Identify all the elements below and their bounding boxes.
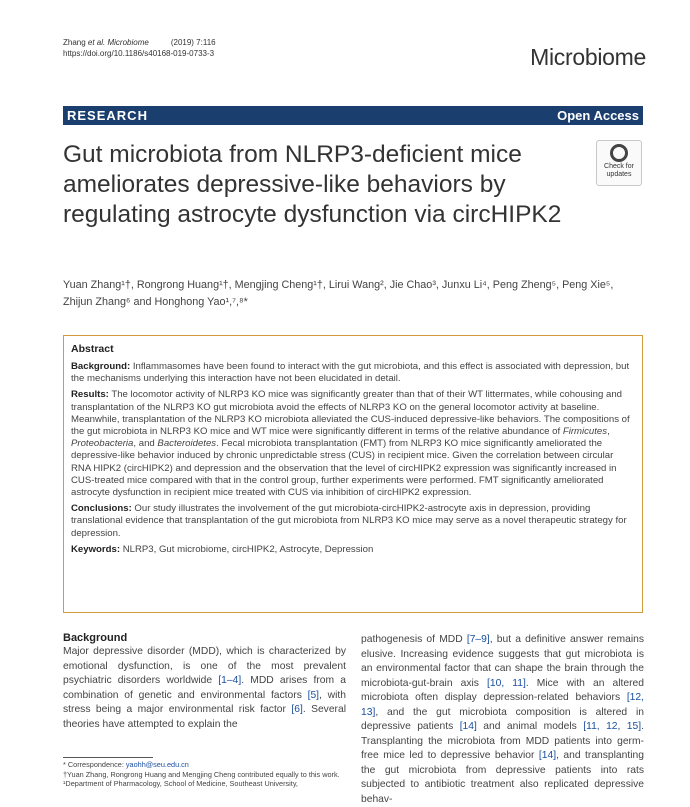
- background-text: Inflammasomes have been found to interact with the gut microbiota, and this effect is associated with depression, but the mechanisms underlying this interaction have not been elucidated in detail.: [71, 361, 630, 385]
- body-text: , and the gut microbiota composition is altered in depressive patients: [361, 706, 644, 732]
- open-access-label: Open Access: [557, 108, 639, 123]
- doi-link[interactable]: https://doi.org/10.1186/s40168-019-0733-3: [63, 49, 215, 58]
- taxa-separator-2: , and: [133, 438, 158, 450]
- citation-link[interactable]: [12, 13]: [361, 692, 644, 718]
- body-text: . Transplanting the microbiota from MDD patients into germ-free mice led to depressive behavior: [361, 721, 644, 761]
- affiliation-note: ¹Department of Pharmacology, School of Medicine, Southeast University,: [63, 779, 298, 788]
- abstract-background: [71, 361, 635, 385]
- body-text: , but a definitive answer remains elusive. Increasing evidence suggests that gut microbiota is an environmental factor that can shape the brain through the microbiota-gut-brain axis: [361, 634, 644, 689]
- abstract-results: [71, 389, 635, 499]
- citation-header: [63, 37, 216, 59]
- background-label: Background:: [71, 361, 131, 372]
- citation-link[interactable]: [14]: [538, 750, 557, 761]
- correspondence-email-link[interactable]: yaohh@seu.edu.cn: [125, 760, 189, 769]
- check-for-updates-badge[interactable]: [596, 140, 642, 186]
- badge-line-1: Check for: [604, 163, 634, 170]
- citation-link[interactable]: [7–9]: [466, 634, 490, 645]
- abstract-heading: Abstract: [71, 343, 114, 355]
- body-text: and animal models: [476, 721, 584, 732]
- citation-link[interactable]: [14]: [459, 721, 477, 732]
- citation-journal: et al. Microbiome: [87, 38, 149, 47]
- badge-line-2: updates: [606, 171, 632, 178]
- results-text-1: The locomotor activity of NLRP3 KO mice was significantly greater than that of their WT littermates, while cohousing and transplantation of the NLRP3 KO gut microbiota avoid the effects of NLRP3 KO on the general locomotor activity at baseline. Meanwhile, transplantation of the NLRP3 KO microbiota alleviated the CUS-induced depressive-like behaviors. The compositions of the gut microbiota in NLRP3 KO mice and WT mice were significantly different in terms of the relative abundance of: [71, 389, 630, 438]
- article-type-banner: [63, 106, 643, 125]
- authors-line-1: Yuan Zhang¹†, Rongrong Huang¹†, Mengjing Cheng¹†, Lirui Wang², Jie Chao³, Junxu Li⁴, Peng Zheng⁵, Peng Xie⁵,: [63, 279, 614, 291]
- body-text: . MDD arises from a combination of genetic and environmental factors: [63, 675, 346, 701]
- correspondence-note: [63, 760, 346, 770]
- body-text: , and transplanting the gut microbiota from depressive patients into rats subjected to antibiotic treatment also replicated depressive behav-: [361, 750, 644, 805]
- body-text: Major depressive disorder (MDD), which is characterized by emotional dysfunction, is one of the most prevalent psychiatric disorders worldwide: [63, 646, 346, 686]
- citation-link[interactable]: [11, 12, 15]: [583, 721, 642, 732]
- equal-contribution-note: †Yuan Zhang, Rongrong Huang and Mengjing Cheng contributed equally to this work.: [63, 769, 340, 779]
- results-label: Results:: [71, 389, 109, 401]
- citation-link[interactable]: [1–4]: [218, 675, 242, 686]
- check-updates-icon: [610, 144, 628, 162]
- keywords-text: NLRP3, Gut microbiome, circHIPK2, Astrocyte, Depression: [120, 543, 374, 555]
- abstract-conclusions: [71, 503, 635, 540]
- author-list: [63, 277, 643, 311]
- conclusions-text: Our study illustrates the involvement of the gut microbiota-circHIPK2-astrocyte axis in depression, providing translational evidence that transplantation of the gut microbiota from NLRP3 KO mice may serve as a novel therapeutic strategy for depression.: [71, 503, 627, 539]
- article-title: Gut microbiota from NLRP3-deficient mice ameliorates depressive-like behaviors by regulating astrocyte dysfunction via circHIPK2: [63, 141, 562, 228]
- taxon-proteobacteria: Proteobacteria: [71, 438, 134, 450]
- body-text: , with stress being a major environmental risk factor: [63, 689, 346, 715]
- taxon-bacteroidetes: Bacteroidetes: [157, 438, 217, 450]
- citation-authors: Zhang: [63, 38, 88, 47]
- footnotes: [63, 760, 346, 789]
- keywords-label: Keywords:: [71, 543, 121, 555]
- citation-link[interactable]: [6]: [291, 704, 303, 715]
- abstract-keywords: [71, 544, 635, 556]
- abstract-box: [63, 335, 643, 613]
- body-column-right: [361, 633, 644, 807]
- article-type-label: RESEARCH: [67, 108, 148, 123]
- body-text: . Mice with an altered microbiota often display depression-related behaviors: [361, 677, 644, 703]
- results-text-2: . Fecal microbiota transplantation (FMT) from NLRP3 KO mice significantly ameliorated the depressive-like behavior induced by chronic unpredictable stress (CUS) in recipient mice. Given the correlation between circular RNA HIPK2 (circHIPK2) and depression and the observation that the level of circHIPK2 expression was significantly increased in CUS-treated mice compared with that in the control group, further experiments were performed. FMT significantly ameliorated astrocyte dysfunction in recipient mice treated with CUS via inhibition of circHIPK2 expression.: [71, 438, 617, 499]
- body-column-left: [63, 631, 346, 732]
- footnote-divider: [63, 757, 153, 758]
- conclusions-label: Conclusions:: [71, 503, 132, 515]
- section-heading-background: Background: [63, 632, 128, 644]
- journal-name: Microbiome: [530, 44, 646, 70]
- citation-year: (2019) 7:116: [170, 38, 216, 47]
- citation-link[interactable]: [5]: [307, 689, 320, 701]
- citation-link[interactable]: [10, 11]: [487, 677, 526, 689]
- taxon-firmicutes: Firmicutes: [562, 426, 608, 438]
- body-text: pathogenesis of MDD: [361, 634, 467, 645]
- taxa-separator-1: ,: [607, 426, 610, 438]
- authors-line-2: Zhijun Zhang⁶ and Honghong Yao¹,⁷,⁸*: [63, 296, 248, 308]
- badge-text: [597, 163, 641, 179]
- correspondence-label: * Correspondence:: [63, 760, 126, 769]
- body-text: . Several theories have attempted to explain the: [63, 704, 346, 730]
